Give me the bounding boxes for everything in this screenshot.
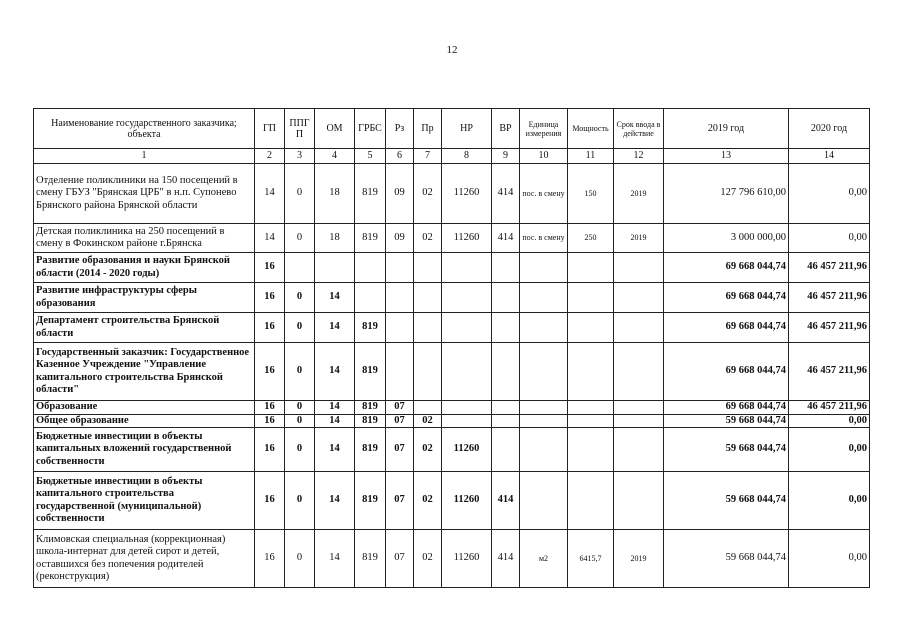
row-2020: 46 457 211,96 bbox=[789, 253, 870, 283]
header-capacity: Мощность bbox=[568, 109, 614, 149]
row-ppgp: 0 bbox=[285, 283, 315, 313]
row-name: Отделение поликлиники на 150 посещений в смену ГБУЗ "Брянская ЦРБ" в н.п. Супонево Брянского района Брянской области bbox=[34, 164, 255, 224]
row-om: 14 bbox=[315, 414, 355, 428]
row-om: 14 bbox=[315, 530, 355, 588]
row-unit bbox=[520, 283, 568, 313]
row-pr: 02 bbox=[414, 428, 442, 472]
row-ppgp: 0 bbox=[285, 530, 315, 588]
column-number: 11 bbox=[568, 149, 614, 164]
row-vr: 414 bbox=[492, 164, 520, 224]
row-2019: 69 668 044,74 bbox=[664, 253, 789, 283]
row-pr: 02 bbox=[414, 164, 442, 224]
row-2019: 59 668 044,74 bbox=[664, 472, 789, 530]
row-unit bbox=[520, 313, 568, 343]
table-row bbox=[34, 530, 870, 588]
column-number: 5 bbox=[355, 149, 386, 164]
row-2019: 69 668 044,74 bbox=[664, 401, 789, 415]
row-rz: 07 bbox=[386, 530, 414, 588]
row-2020: 0,00 bbox=[789, 164, 870, 224]
column-number: 1 bbox=[34, 149, 255, 164]
row-term bbox=[614, 283, 664, 313]
row-gp: 16 bbox=[255, 401, 285, 415]
table-row bbox=[34, 343, 870, 401]
row-capacity: 6415,7 bbox=[568, 530, 614, 588]
header-pr: Пр bbox=[414, 109, 442, 149]
row-unit bbox=[520, 401, 568, 415]
row-term: 2019 bbox=[614, 164, 664, 224]
row-nr bbox=[442, 414, 492, 428]
row-ppgp: 0 bbox=[285, 472, 315, 530]
row-ppgp: 0 bbox=[285, 313, 315, 343]
row-name: Детская поликлиника на 250 посещений в смену в Фокинском районе г.Брянска bbox=[34, 224, 255, 253]
row-2019: 3 000 000,00 bbox=[664, 224, 789, 253]
row-grbs: 819 bbox=[355, 530, 386, 588]
row-name: Департамент строительства Брянской области bbox=[34, 313, 255, 343]
header-name: Наименование государственного заказчика; объекта bbox=[34, 109, 255, 149]
row-unit: м2 bbox=[520, 530, 568, 588]
column-number-row bbox=[34, 149, 870, 164]
header-ppgp: ППГ П bbox=[285, 109, 315, 149]
row-gp: 16 bbox=[255, 428, 285, 472]
table-row bbox=[34, 472, 870, 530]
row-vr: 414 bbox=[492, 224, 520, 253]
row-nr: 11260 bbox=[442, 224, 492, 253]
row-ppgp: 0 bbox=[285, 224, 315, 253]
row-grbs bbox=[355, 283, 386, 313]
row-nr: 11260 bbox=[442, 164, 492, 224]
row-om: 14 bbox=[315, 283, 355, 313]
row-om: 18 bbox=[315, 164, 355, 224]
row-om bbox=[315, 253, 355, 283]
row-pr: 02 bbox=[414, 530, 442, 588]
row-rz bbox=[386, 253, 414, 283]
row-om: 14 bbox=[315, 401, 355, 415]
page-number: 12 bbox=[446, 44, 458, 56]
row-capacity bbox=[568, 313, 614, 343]
row-gp: 16 bbox=[255, 414, 285, 428]
table-row bbox=[34, 164, 870, 224]
row-pr bbox=[414, 283, 442, 313]
row-2020: 0,00 bbox=[789, 224, 870, 253]
row-grbs: 819 bbox=[355, 428, 386, 472]
row-name: Бюджетные инвестиции в объекты капитальных вложений государственной собственности bbox=[34, 428, 255, 472]
table-row bbox=[34, 224, 870, 253]
row-term: 2019 bbox=[614, 530, 664, 588]
row-pr: 02 bbox=[414, 414, 442, 428]
row-ppgp: 0 bbox=[285, 428, 315, 472]
row-pr bbox=[414, 343, 442, 401]
row-pr: 02 bbox=[414, 224, 442, 253]
row-nr bbox=[442, 283, 492, 313]
row-grbs bbox=[355, 253, 386, 283]
row-rz bbox=[386, 313, 414, 343]
row-gp: 14 bbox=[255, 164, 285, 224]
row-term bbox=[614, 343, 664, 401]
row-rz: 09 bbox=[386, 224, 414, 253]
row-nr: 11260 bbox=[442, 472, 492, 530]
header-2020: 2020 год bbox=[789, 109, 870, 149]
table-row bbox=[34, 401, 870, 415]
row-rz bbox=[386, 283, 414, 313]
row-grbs: 819 bbox=[355, 313, 386, 343]
row-pr bbox=[414, 253, 442, 283]
row-nr: 11260 bbox=[442, 428, 492, 472]
row-2020: 46 457 211,96 bbox=[789, 283, 870, 313]
row-rz: 09 bbox=[386, 164, 414, 224]
row-capacity bbox=[568, 428, 614, 472]
row-vr: 414 bbox=[492, 472, 520, 530]
row-rz bbox=[386, 343, 414, 401]
row-2020: 46 457 211,96 bbox=[789, 343, 870, 401]
row-rz: 07 bbox=[386, 472, 414, 530]
row-2020: 0,00 bbox=[789, 428, 870, 472]
row-ppgp: 0 bbox=[285, 343, 315, 401]
row-ppgp: 0 bbox=[285, 401, 315, 415]
header-unit: Единица измерения bbox=[520, 109, 568, 149]
row-nr bbox=[442, 401, 492, 415]
row-pr bbox=[414, 401, 442, 415]
row-nr: 11260 bbox=[442, 530, 492, 588]
row-unit: пос. в смену bbox=[520, 164, 568, 224]
row-nr bbox=[442, 313, 492, 343]
row-nr bbox=[442, 253, 492, 283]
row-grbs: 819 bbox=[355, 164, 386, 224]
row-unit bbox=[520, 343, 568, 401]
row-pr: 02 bbox=[414, 472, 442, 530]
row-name: Общее образование bbox=[34, 414, 255, 428]
row-capacity: 150 bbox=[568, 164, 614, 224]
row-om: 14 bbox=[315, 428, 355, 472]
header-gp: ГП bbox=[255, 109, 285, 149]
row-rz: 07 bbox=[386, 401, 414, 415]
row-term bbox=[614, 428, 664, 472]
table-row bbox=[34, 253, 870, 283]
row-gp: 16 bbox=[255, 530, 285, 588]
table-row bbox=[34, 313, 870, 343]
row-2019: 69 668 044,74 bbox=[664, 283, 789, 313]
row-2020: 0,00 bbox=[789, 530, 870, 588]
row-ppgp: 0 bbox=[285, 164, 315, 224]
column-number: 14 bbox=[789, 149, 870, 164]
row-2019: 69 668 044,74 bbox=[664, 313, 789, 343]
row-2019: 69 668 044,74 bbox=[664, 343, 789, 401]
table-row bbox=[34, 283, 870, 313]
row-grbs: 819 bbox=[355, 401, 386, 415]
row-om: 14 bbox=[315, 472, 355, 530]
header-2019: 2019 год bbox=[664, 109, 789, 149]
header-rz: Рз bbox=[386, 109, 414, 149]
row-vr bbox=[492, 414, 520, 428]
row-2020: 0,00 bbox=[789, 472, 870, 530]
row-name: Государственный заказчик: Государственное Казенное Учреждение "Управление капитального строительства Брянской области" bbox=[34, 343, 255, 401]
row-vr bbox=[492, 253, 520, 283]
row-capacity bbox=[568, 283, 614, 313]
row-term bbox=[614, 414, 664, 428]
row-gp: 16 bbox=[255, 283, 285, 313]
row-2019: 127 796 610,00 bbox=[664, 164, 789, 224]
row-2019: 59 668 044,74 bbox=[664, 414, 789, 428]
row-om: 14 bbox=[315, 343, 355, 401]
row-gp: 16 bbox=[255, 253, 285, 283]
column-number: 13 bbox=[664, 149, 789, 164]
row-name: Развитие инфраструктуры сферы образования bbox=[34, 283, 255, 313]
row-unit bbox=[520, 253, 568, 283]
column-number: 10 bbox=[520, 149, 568, 164]
row-unit bbox=[520, 472, 568, 530]
row-2020: 0,00 bbox=[789, 414, 870, 428]
row-ppgp bbox=[285, 253, 315, 283]
row-grbs: 819 bbox=[355, 414, 386, 428]
row-gp: 16 bbox=[255, 472, 285, 530]
row-om: 18 bbox=[315, 224, 355, 253]
row-vr bbox=[492, 428, 520, 472]
header-vr: ВР bbox=[492, 109, 520, 149]
row-vr bbox=[492, 313, 520, 343]
row-capacity bbox=[568, 343, 614, 401]
row-grbs: 819 bbox=[355, 224, 386, 253]
row-gp: 16 bbox=[255, 313, 285, 343]
row-term: 2019 bbox=[614, 224, 664, 253]
row-ppgp: 0 bbox=[285, 414, 315, 428]
column-number: 6 bbox=[386, 149, 414, 164]
row-nr bbox=[442, 343, 492, 401]
row-unit: пос. в смену bbox=[520, 224, 568, 253]
column-number: 12 bbox=[614, 149, 664, 164]
row-rz: 07 bbox=[386, 414, 414, 428]
row-capacity bbox=[568, 472, 614, 530]
row-vr bbox=[492, 401, 520, 415]
row-term bbox=[614, 401, 664, 415]
row-unit bbox=[520, 428, 568, 472]
header-term: Срок ввода в действие bbox=[614, 109, 664, 149]
investment-table bbox=[33, 108, 870, 588]
column-number: 2 bbox=[255, 149, 285, 164]
row-vr bbox=[492, 343, 520, 401]
row-grbs: 819 bbox=[355, 343, 386, 401]
row-om: 14 bbox=[315, 313, 355, 343]
row-2019: 59 668 044,74 bbox=[664, 428, 789, 472]
row-term bbox=[614, 253, 664, 283]
row-vr: 414 bbox=[492, 530, 520, 588]
row-name: Бюджетные инвестиции в объекты капитального строительства государственной (муниципальной) собственности bbox=[34, 472, 255, 530]
column-number: 3 bbox=[285, 149, 315, 164]
row-term bbox=[614, 472, 664, 530]
row-rz: 07 bbox=[386, 428, 414, 472]
header-row bbox=[34, 109, 870, 149]
row-capacity bbox=[568, 414, 614, 428]
row-capacity: 250 bbox=[568, 224, 614, 253]
row-2019: 59 668 044,74 bbox=[664, 530, 789, 588]
row-2020: 46 457 211,96 bbox=[789, 313, 870, 343]
row-pr bbox=[414, 313, 442, 343]
header-om: ОМ bbox=[315, 109, 355, 149]
row-capacity bbox=[568, 253, 614, 283]
row-vr bbox=[492, 283, 520, 313]
table-row bbox=[34, 428, 870, 472]
row-term bbox=[614, 313, 664, 343]
row-2020: 46 457 211,96 bbox=[789, 401, 870, 415]
column-number: 8 bbox=[442, 149, 492, 164]
row-gp: 14 bbox=[255, 224, 285, 253]
row-unit bbox=[520, 414, 568, 428]
row-gp: 16 bbox=[255, 343, 285, 401]
header-nr: НР bbox=[442, 109, 492, 149]
row-grbs: 819 bbox=[355, 472, 386, 530]
column-number: 9 bbox=[492, 149, 520, 164]
row-name: Развитие образования и науки Брянской области (2014 - 2020 годы) bbox=[34, 253, 255, 283]
header-grbs: ГРБС bbox=[355, 109, 386, 149]
row-name: Климовская специальная (коррекционная) школа-интернат для детей сирот и детей, оставшихся без попечения родителей (реконструкция) bbox=[34, 530, 255, 588]
column-number: 7 bbox=[414, 149, 442, 164]
table-row bbox=[34, 414, 870, 428]
row-name: Образование bbox=[34, 401, 255, 415]
row-capacity bbox=[568, 401, 614, 415]
column-number: 4 bbox=[315, 149, 355, 164]
